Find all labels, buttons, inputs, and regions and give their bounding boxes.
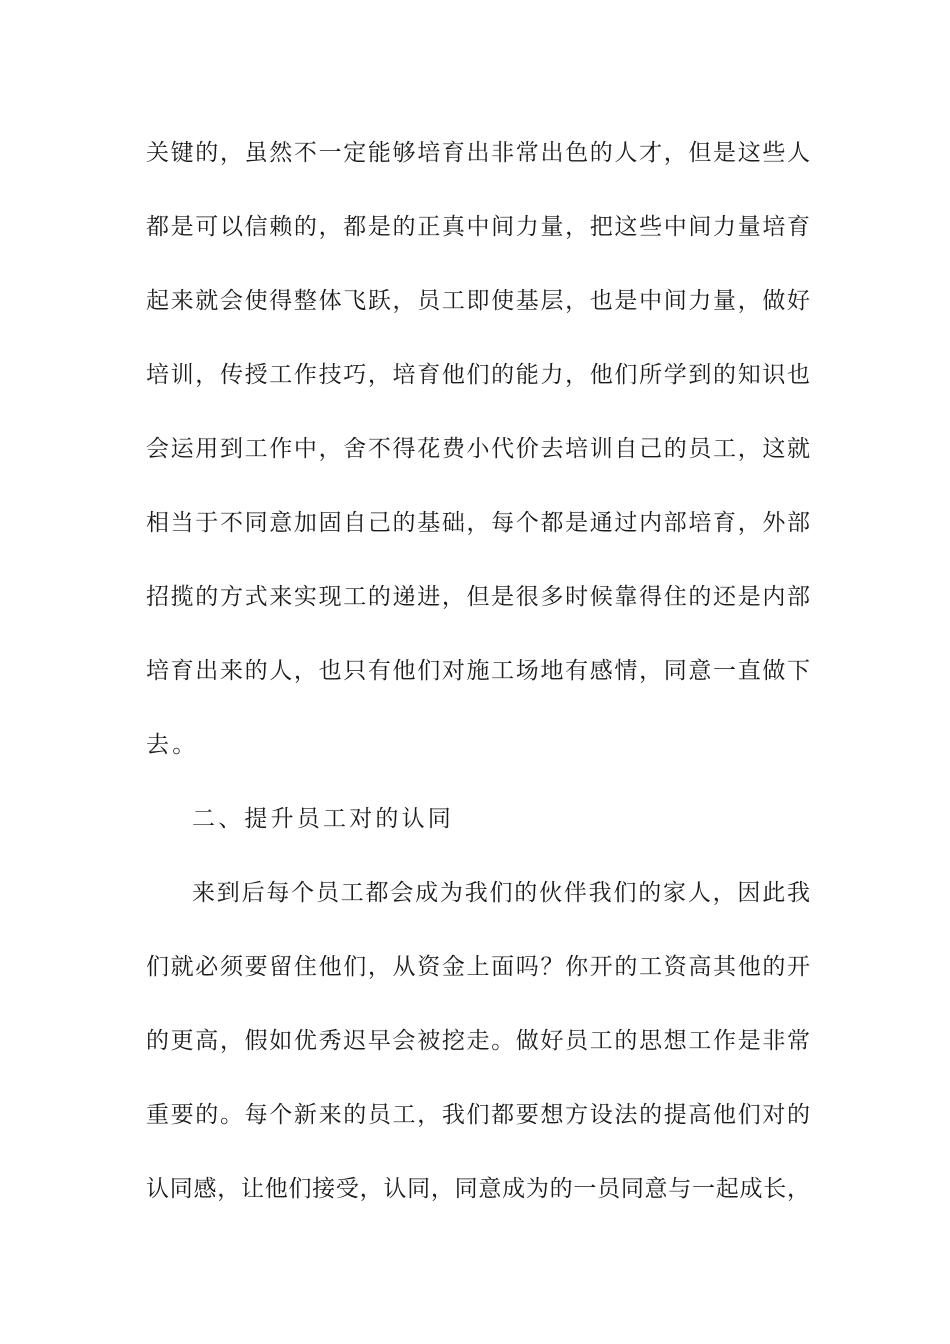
body-text-line: 都是可以信赖的，都是的正真中间力量，把这些中间力量培育 xyxy=(146,214,810,240)
body-text-line: 招揽的方式来实现工的递进，但是很多时候靠得住的还是内部 xyxy=(146,584,810,610)
body-text-line: 相当于不同意加固自己的基础，每个都是通过内部培育，外部 xyxy=(146,510,810,536)
body-text-line: 培育出来的人，也只有他们对施工场地有感情，同意一直做下 xyxy=(146,658,810,684)
body-text-line: 认同感，让他们接受，认同，同意成为的一员同意与一起成长， xyxy=(146,1176,810,1202)
body-text-line: 起来就会使得整体飞跃，员工即使基层，也是中间力量，做好 xyxy=(146,288,810,314)
body-text-line: 的更高，假如优秀迟早会被挖走。做好员工的思想工作是非常 xyxy=(146,1028,810,1054)
body-text-line: 培训，传授工作技巧，培育他们的能力，他们所学到的知识也 xyxy=(146,362,810,388)
body-text-line: 去。 xyxy=(146,732,199,758)
body-text-line: 关键的，虽然不一定能够培育出非常出色的人才，但是这些人 xyxy=(146,140,810,166)
body-text-line: 来到后每个员工都会成为我们的伙伴我们的家人，因此我 xyxy=(192,880,810,906)
section-heading: 二、提升员工对的认同 xyxy=(192,806,454,832)
body-text-line: 重要的。每个新来的员工，我们都要想方设法的提高他们对的 xyxy=(146,1102,810,1128)
body-text-line: 们就必须要留住他们，从资金上面吗？你开的工资高其他的开 xyxy=(146,954,810,980)
body-text-line: 会运用到工作中，舍不得花费小代价去培训自己的员工，这就 xyxy=(146,436,810,462)
